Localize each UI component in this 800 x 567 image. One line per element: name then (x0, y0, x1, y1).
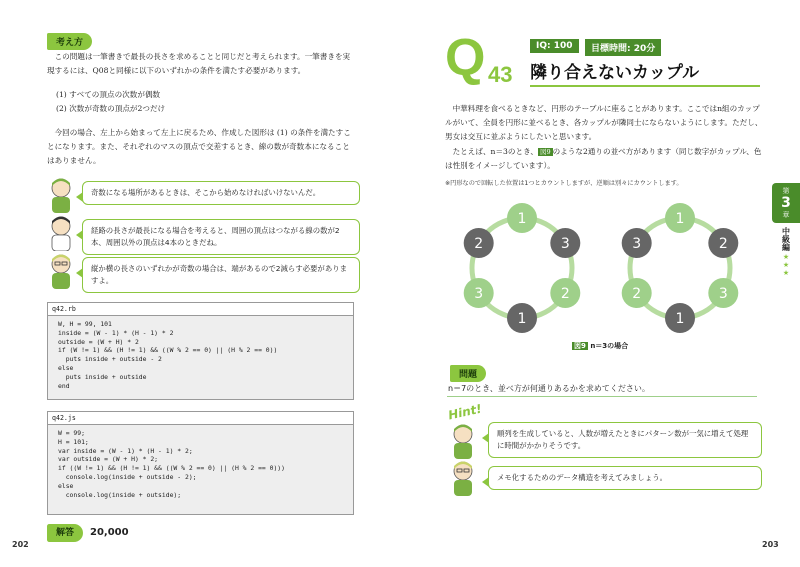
hint-label: Hint! (446, 401, 484, 423)
avatar-hint-student (448, 423, 478, 457)
seat-label-2-2: 2 (718, 236, 728, 252)
seat-label-1-2: 3 (560, 236, 570, 252)
question-number: 43 (488, 62, 513, 87)
problem-text: n＝7のとき、並べ方が何通りあるかを求めてください。 (448, 384, 650, 393)
speech-bubble-1: 奇数になる場所があるときは、そこから始めなければいけないんだ。 (82, 181, 360, 205)
code-block-ruby (47, 302, 354, 400)
avatar-student-1 (46, 177, 76, 211)
seat-label-2-6: 3 (632, 236, 642, 252)
figure-9-diagram (455, 198, 765, 338)
seat-label-1-5: 3 (474, 286, 484, 302)
avatar-teacher (46, 253, 76, 287)
problem-tag: 問題 (450, 365, 486, 382)
chapter-label: 第 (782, 187, 790, 195)
speech-bubble-2: 経路の長さが最長になる場合を考えると、周囲の頂点はつながる線の数が2本、周囲以外の頂点は4本のときだね。 (82, 219, 360, 255)
answer-tag (47, 524, 83, 542)
hint-bubble-1: 順列を生成していると、人数が増えたときにパターン数が一気に増えて処理に時間がかかりそうです。 (488, 422, 762, 458)
time-badge: 目標時間: 20分 (585, 39, 661, 56)
condition-1: (1) すべての頂点の次数が偶数 (56, 90, 161, 99)
problem-divider (447, 396, 757, 397)
code-title-js: q42.js (48, 412, 353, 425)
left-paragraph-2: 今回の場合、左上から始まって左上に戻るため、作成した図形は (1) の条件を満たすことになります。また、それぞれのマスの頂点で交差するとき、線の数が奇数本になることはありません。 (47, 128, 351, 165)
seat-label-2-4: 1 (675, 311, 685, 327)
right-paragraph-2 (445, 145, 765, 173)
question-title: 隣り合えないカップル (530, 63, 700, 83)
chapter-side-tab (772, 183, 800, 293)
chapter-number: 3 (781, 195, 791, 211)
code-body-js: W = 99; H = 101; var inside = (W - 1) * (H - 1) * 2; var outside = (W + H) * 2; if ((W != 1) && (H != 1) && ((W % 2 == 0) || (H % 2 == 0))) console.log(inside + outside - 2); else console.log(inside + outside); (58, 429, 286, 499)
code-block-js (47, 411, 354, 515)
chapter-stars: ★★★ (782, 253, 790, 277)
answer-value: 20,000 (90, 527, 129, 538)
iq-badge: IQ: 100 (530, 39, 579, 53)
seat-label-1-4: 1 (517, 311, 527, 327)
speech-bubble-3: 縦か横の長さのいずれかが奇数の場合は、端があるので2減らす必要がありますよ。 (82, 257, 360, 293)
chapter-level: 中級編 (781, 227, 791, 251)
code-title-ruby: q42.rb (48, 303, 353, 316)
avatar-student-2 (46, 215, 76, 249)
figure-caption-tag: 図9 (574, 342, 586, 350)
hint-bubble-2: メモ化するためのデータ構造を考えてみましょう。 (488, 466, 762, 490)
page-number-left: 202 (12, 540, 29, 549)
title-underline (530, 85, 760, 87)
avatar-hint-teacher (448, 460, 478, 494)
figure-caption-text: n＝3の場合 (590, 342, 629, 350)
question-letter: Q (445, 29, 486, 87)
condition-2: (2) 次数が奇数の頂点が2つだけ (56, 104, 166, 113)
rotation-note: ※円形なので回転した位置は1つとカウントしますが、逆順は別々にカウントします。 (445, 180, 683, 187)
section-tag-kangaekata: 考え方 (47, 33, 92, 50)
seat-label-2-3: 3 (718, 286, 728, 302)
figure-reference: 図9 (539, 148, 551, 156)
page-number-right: 203 (762, 540, 779, 549)
para2-start: たとえば、n＝3のとき、 (452, 147, 538, 156)
para2-end: のような2通りの並べ方があります（同じ数字がカップル、色は性別をイメージしています）。 (445, 147, 762, 170)
code-body-ruby: W, H = 99, 101 inside = (W - 1) * (H - 1) * 2 outside = (W + H) * 2 if (W != 1) && (H != 1) && ((W % 2 == 0) || (H % 2 == 0)) puts inside + outside - 2 else puts inside + outside end (58, 320, 278, 390)
right-paragraph-1: 中華料理を食べるときなど、円形のテーブルに座ることがあります。ここではn組のカップルがいて、全員を円形に並べるとき、各カップルが隣同士にならないようにします。ただし、男女は交互に並ぶようにしたいと思います。 (445, 104, 763, 141)
seat-label-1-1: 1 (517, 211, 527, 227)
seat-label-1-3: 2 (560, 286, 570, 302)
seat-label-1-6: 2 (474, 236, 484, 252)
chapter-badge (772, 183, 800, 223)
seat-label-2-1: 1 (675, 211, 685, 227)
answer-label: 解答 (55, 528, 74, 538)
figure-caption (572, 341, 628, 351)
seat-label-2-5: 2 (632, 286, 642, 302)
chapter-suffix: 章 (782, 211, 790, 219)
left-paragraph-1: この問題は一筆書きで最長の長さを求めることと同じだと考えられます。一筆書きを実現するには、Q08と同様に以下のいずれかの条件を満たす必要があります。 (47, 52, 351, 75)
